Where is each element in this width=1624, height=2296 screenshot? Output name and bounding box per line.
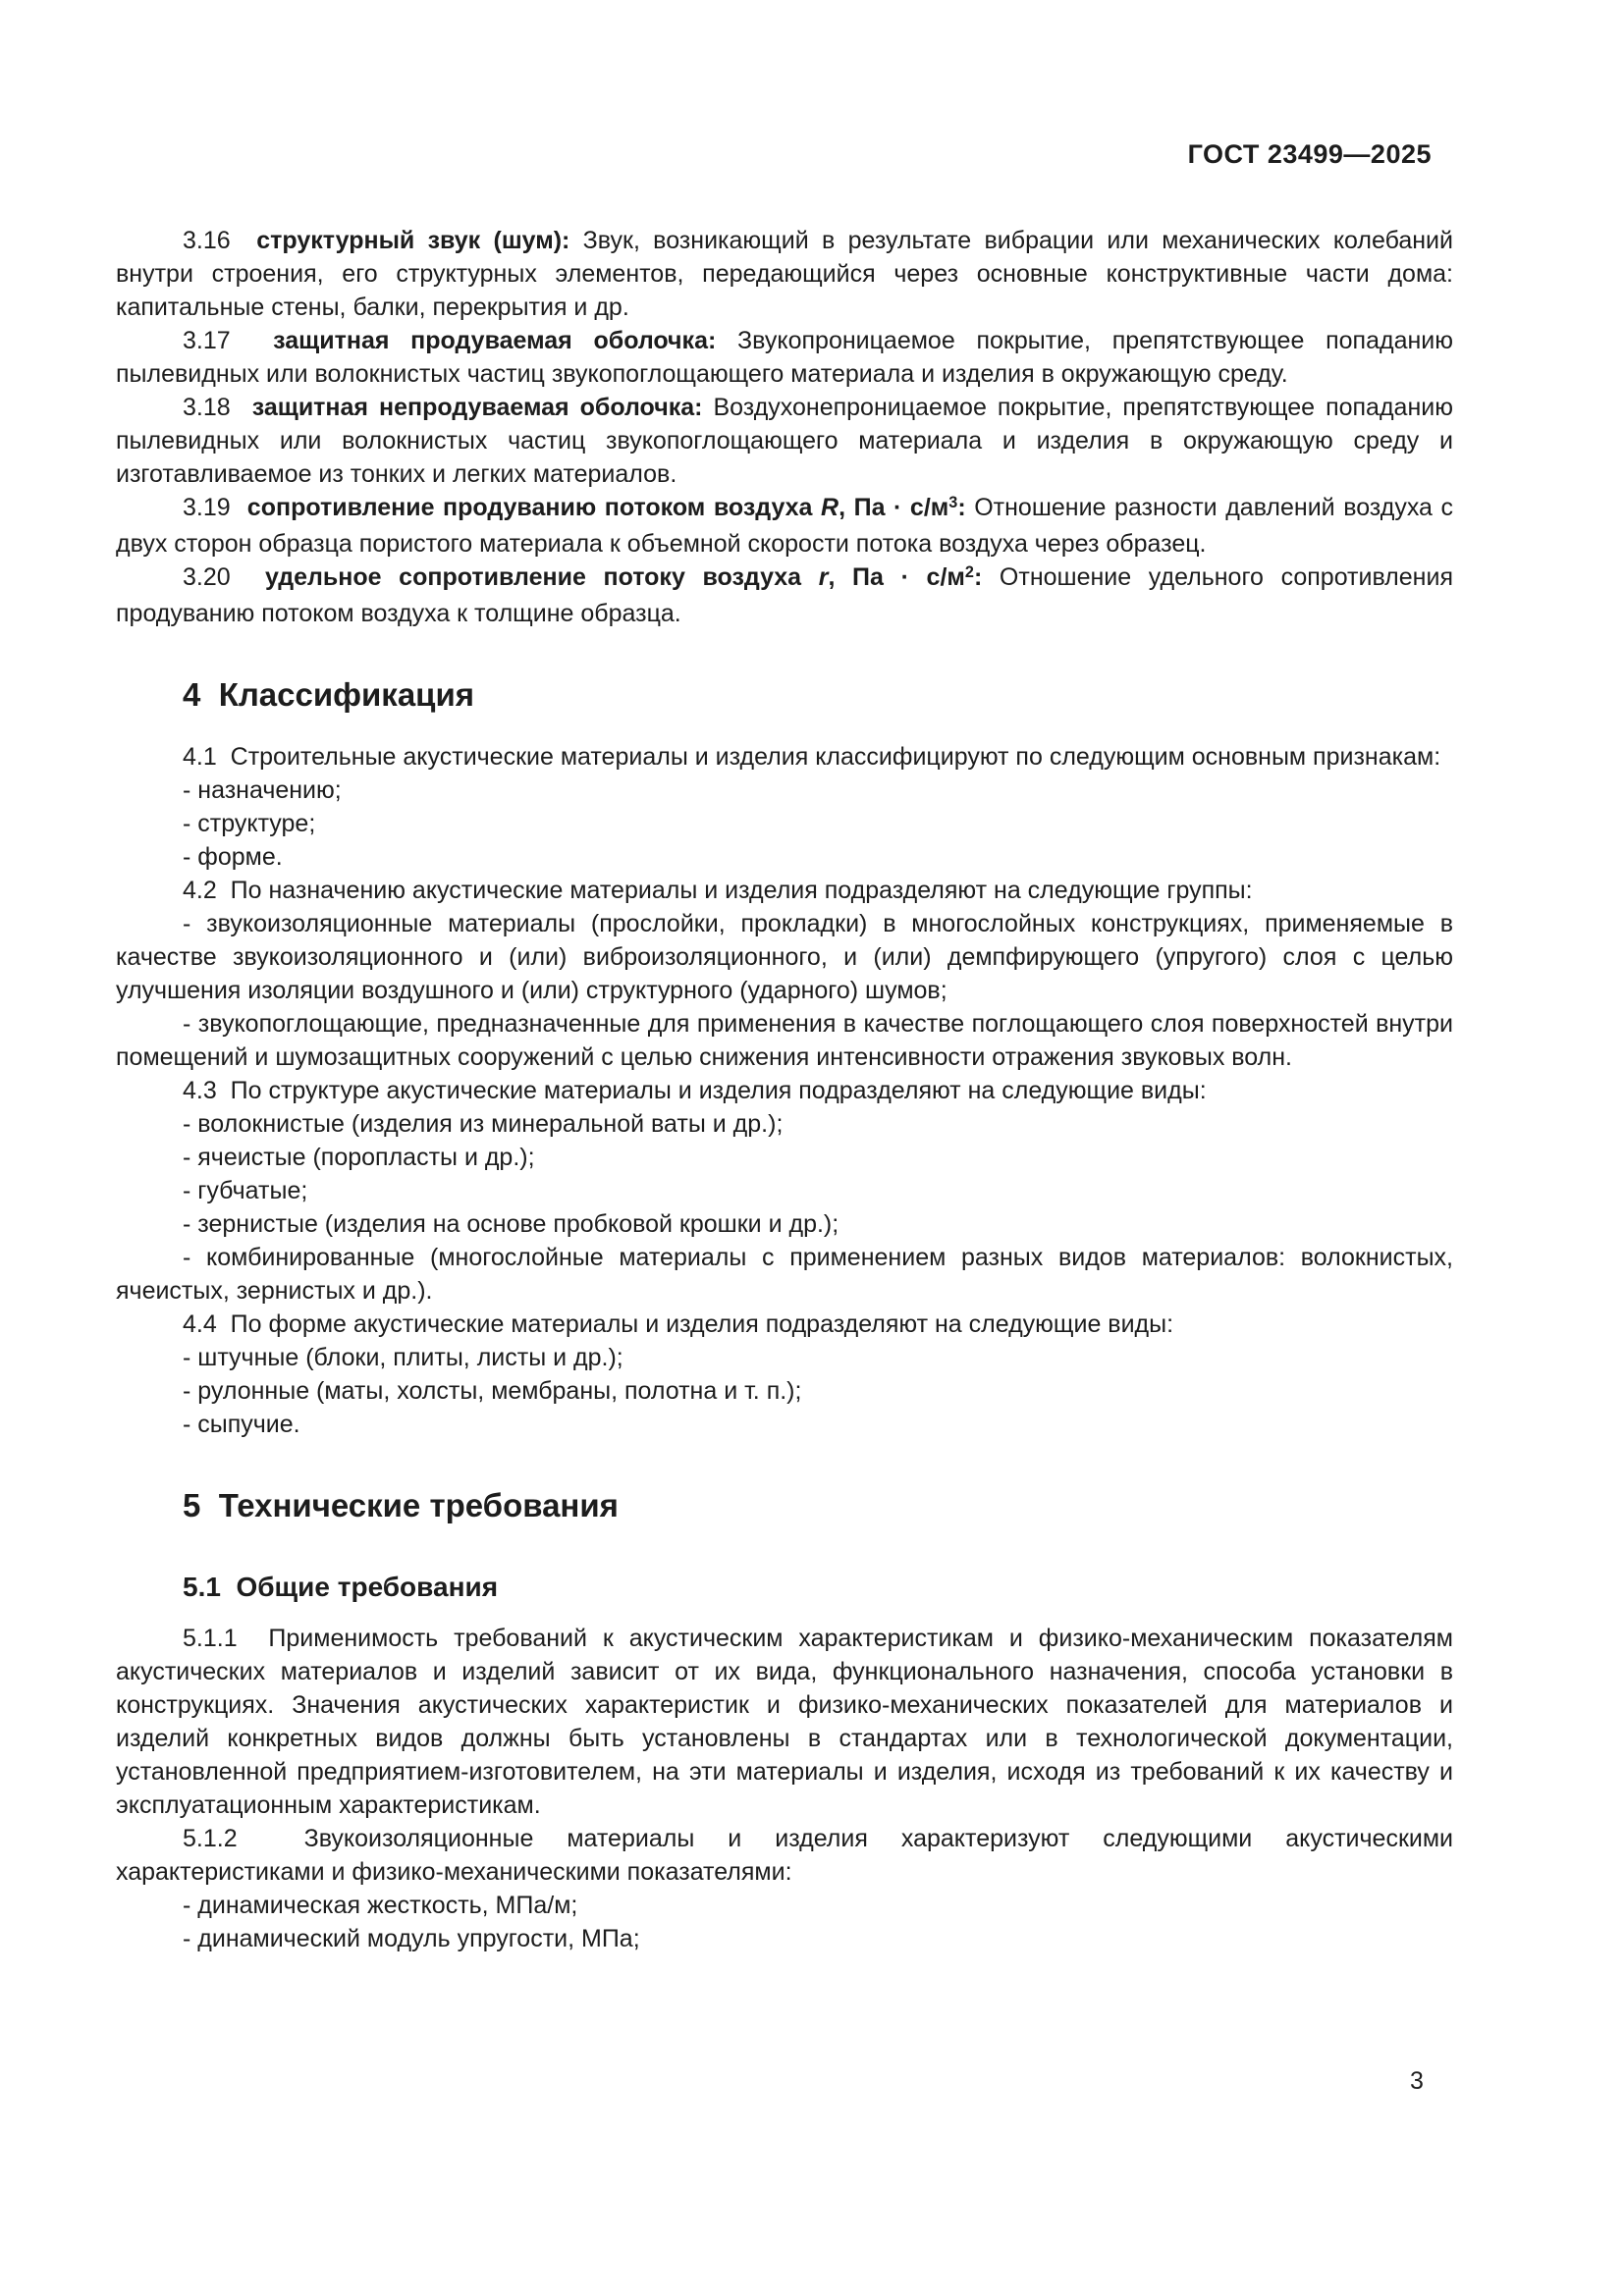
paragraph-5-1-1: 5.1.1 Применимость требований к акустическим характеристикам и физико-механическим показателям акустических материалов и изделий зависит от их вида, функционального назначения, способа установки в конструкциях. Значения акустических характеристик и физико-механических показателей для материалов и изделий конкретных видов должны быть установлены в стандартах или в технологической документации, установленной предприятием-изготовителем, на эти материалы и изделия, исходя из требований к их качеству и эксплуатационным характеристикам. [116,1625,1460,1819]
term-paragraph-3-19 [116,491,1460,561]
term-paragraph-3-16 [116,224,1460,324]
text-run: 3.19 [183,494,247,521]
text-run: , Па · с/м [828,563,965,591]
text-run: : [957,494,975,521]
text-run: 3.17 [183,327,274,354]
text-run: Отношение удельного сопротивления продуванию потоком воздуха к толщине образца. [116,563,1460,627]
list-item: - назначению; [183,776,342,804]
list-item: - динамическая жесткость, МПа/м; [183,1892,578,1919]
text-run: Звук, возникающий в результате вибрации или механических колебаний внутри строения, его структурных элементов, передающийся через основные конструктивные части дома: капитальные стены, балки, перекрытия и др. [116,227,1460,321]
text-run: сопротивление продуванию потоком воздуха [246,494,822,521]
paragraph-4-4: 4.4 По форме акустические материалы и изделия подразделяют на следующие виды: [183,1310,1174,1338]
list-item: - губчатые; [183,1177,308,1204]
list-item: - штучные (блоки, плиты, листы и др.); [183,1344,623,1371]
list-item: - звукопоглощающие, предназначенные для применения в качестве поглощающего слоя поверхностей внутри помещений и шумозащитных сооружений с целью снижения интенсивности отражения звуковых волн. [116,1010,1460,1071]
text-run: 3 [948,493,958,511]
paragraph-4-1: 4.1 Строительные акустические материалы и изделия классифицируют по следующим основным признакам: [183,743,1441,771]
paragraph-4-3: 4.3 По структуре акустические материалы и изделия подразделяют на следующие виды: [183,1077,1207,1104]
text-run: 3.16 [183,227,257,254]
text-run: 3.18 [183,394,252,421]
term-paragraph-3-17 [116,324,1460,391]
text-run: : [973,563,1000,591]
text-run: Отношение разности давлений воздуха с двух сторон образца пористого материала к объемной скорости потока воздуха через образец. [116,494,1460,558]
page-content [116,224,1460,1955]
list-item: - сыпучие. [183,1411,300,1438]
list-item: - звукоизоляционные материалы (прослойки, прокладки) в многослойных конструкциях, применяемые в качестве звукоизоляционного и (или) виброизоляционного, и (или) демпфирующего (упругого) слоя с целью улучшения изоляции воздушного и (или) структурного (ударного) шумов; [116,910,1460,1004]
paragraph-5-1-2: 5.1.2 Звукоизоляционные материалы и изделия характеризуют следующими акустическими характеристиками и физико-механическими показателями: [116,1825,1460,1886]
page-number: 3 [1410,2067,1424,2095]
text-run: 2 [964,562,974,581]
paragraph-4-2: 4.2 По назначению акустические материалы и изделия подразделяют на следующие группы: [183,877,1253,904]
list-item: - рулонные (маты, холсты, мембраны, полотна и т. п.); [183,1377,802,1405]
list-item: - зернистые (изделия на основе пробковой крошки и др.); [183,1210,839,1238]
list-item: - динамический модуль упругости, МПа; [183,1925,640,1952]
text-run: Звукопроницаемое покрытие, препятствующее попаданию пылевидных или волокнистых частиц звукопоглощающего материала и изделия в окружающую среду. [116,327,1460,388]
text-run: Воздухонепроницаемое покрытие, препятствующее попаданию пылевидных или волокнистых частиц звукопоглощающего материала и изделия в окружающую среду и изготавливаемое из тонких и легких материалов. [116,394,1460,488]
subsection-heading-5-1: 5.1 Общие требования [183,1572,499,1602]
text-run: r [818,563,829,591]
document-code-header: ГОСТ 23499—2025 [1187,139,1432,169]
term-paragraph-3-18 [116,391,1460,491]
text-run: , Па · с/м [839,494,949,521]
text-run: защитная непродуваемая оболочка: [251,394,714,421]
list-item: - структуре; [183,810,316,837]
text-run: защитная продуваемая оболочка: [273,327,738,354]
text-run: структурный звук (шум): [256,227,583,254]
term-paragraph-3-20 [116,561,1460,630]
list-item: - форме. [183,843,283,871]
text-run: R [821,494,839,521]
list-item: - волокнистые (изделия из минеральной ваты и др.); [183,1110,784,1138]
text-run: 3.20 [183,563,265,591]
section-heading-5: 5 Технические требования [183,1487,619,1523]
text-run: удельное сопротивление потоку воздуха [264,563,819,591]
list-item: - ячеистые (поропласты и др.); [183,1144,535,1171]
section-heading-4: 4 Классификация [183,676,474,713]
list-item: - комбинированные (многослойные материалы с применением разных видов материалов: волокнистых, ячеистых, зернистых и др.). [116,1244,1460,1305]
